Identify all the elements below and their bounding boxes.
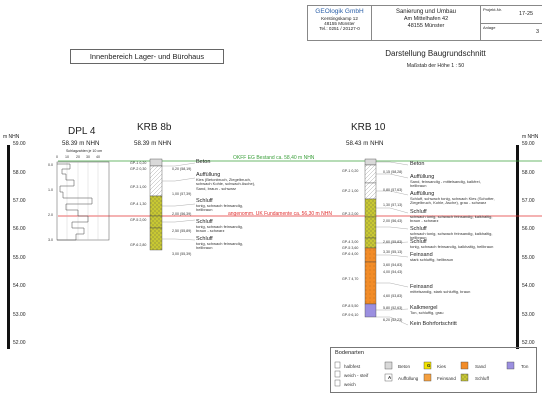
krb10-layer-desc: Sand, feinsandig - mittelsandig, kalkfrei, xyxy=(410,179,481,184)
krb10-layer-desc: hellbraun xyxy=(410,235,427,241)
krb10-layer-desc: braun - schwarz xyxy=(410,218,439,224)
section-title: Darstellung Baugrundschnitt xyxy=(385,49,486,58)
left-axis-tick: 58.00 xyxy=(13,170,26,176)
dpl4-axis-tick: 0 xyxy=(56,155,58,159)
krb10-sample: GP-9 6,10 xyxy=(342,313,359,317)
krb10-layer xyxy=(410,305,444,315)
krb10-name: KRB 10 xyxy=(351,122,386,133)
anlage-label: Anlage xyxy=(483,25,496,30)
krb10-depth: 3,60 (54,83) xyxy=(383,263,403,267)
krb10-depth: 2,00 (56,43) xyxy=(383,219,403,223)
okff-label: OKFF EG Bestand ca. 58,40 m NHN xyxy=(233,155,315,161)
right-scale-bar xyxy=(516,145,519,349)
right-axis-unit: m NHN xyxy=(522,134,539,140)
krb8b-column xyxy=(150,159,162,250)
projekt-nr-label: Projekt-Nr. xyxy=(483,7,502,12)
right-axis-tick: 54.00 xyxy=(522,283,535,289)
right-axis-tick: 52.00 xyxy=(522,340,535,346)
dpl4-elevation: 58.39 m NHN xyxy=(62,140,100,147)
krb8b-sample: GP-6 2,80 xyxy=(130,243,147,247)
dpl4-axis-tick: 10 xyxy=(65,155,69,159)
krb10-sample: GP-6 4,00 xyxy=(342,252,359,256)
krb8b-layer-desc: tonig, schwach feinsandig, xyxy=(196,224,243,229)
left-axis-tick: 56.00 xyxy=(13,226,26,232)
krb8b-sample: GP-3 1,00 xyxy=(130,185,147,189)
dpl4-axis-tick: 40 xyxy=(96,155,100,159)
krb8b-layer-title: Beton xyxy=(196,159,211,165)
right-axis-tick: 57.00 xyxy=(522,198,535,204)
dpl4-depth-tick: 2.0 xyxy=(48,213,53,217)
krb8b-depth: 3,00 (55,39) xyxy=(172,252,192,256)
krb10-layer-desc: schwach tonig, schwach feinsandig, kalkhaltig, xyxy=(410,214,493,219)
krb10-column xyxy=(365,159,376,317)
left-axis-tick: 59.00 xyxy=(13,141,26,147)
krb10-layer xyxy=(410,209,493,224)
dpl4-axis-tick: 20 xyxy=(76,155,80,159)
left-axis-tick: 54.00 xyxy=(13,283,26,289)
dpl4-depth-tick: 1.0 xyxy=(48,188,53,192)
krb10-layer-desc: schwach tonig, schwach feinsandig, kalkhaltig, xyxy=(410,231,493,236)
legend-item: Schluff xyxy=(475,376,489,381)
legend-item: Sand xyxy=(475,364,486,369)
project-line: Am Mittelhafen 42 xyxy=(403,16,449,22)
krb10-sample: GP-8 5,50 xyxy=(342,304,359,308)
krb10-layer xyxy=(410,191,495,206)
krb8b-layer-desc: tonig, schwach feinsandig, xyxy=(196,241,243,246)
krb10-depth: 1,30 (57,13) xyxy=(383,203,403,207)
krb8b-layer xyxy=(196,236,243,251)
uk-label: angenomm. UK Fundamente ca. 56,30 m NHN xyxy=(228,211,332,217)
right-axis-tick: 58.00 xyxy=(522,170,535,176)
krb10-layer-desc: tonig, schwach feinsandig, kalkhaltig, hellbraun xyxy=(410,244,494,249)
krb10-sample: GP-3 2,00 xyxy=(342,212,359,216)
krb8b-depth: 1,00 (57,39) xyxy=(172,192,192,196)
projekt-nr-value: 17-25 xyxy=(519,11,534,17)
left-axis-tick: 55.00 xyxy=(13,255,26,261)
krb8b-layer xyxy=(196,159,210,165)
krb10-layer xyxy=(410,174,481,189)
krb8b-sample: GP-1 0,20 xyxy=(130,161,147,165)
krb8b-sample: GP-5 2,00 xyxy=(130,218,147,222)
krb8b-layer-desc: Kies (Betonbruch, Ziegelbruch, xyxy=(196,177,251,182)
anlage-value: 3 xyxy=(536,29,540,35)
krb10-layer-desc: stark schluffig, hellbraun xyxy=(410,257,454,262)
dpl4-chart xyxy=(57,162,109,240)
legend-item: Feinsand xyxy=(437,376,456,381)
krb8b-layer xyxy=(196,219,243,234)
krb8b-layer-title: Schluff xyxy=(196,198,213,204)
krb10-layer-desc: Ton, schluffig, grau xyxy=(410,310,444,315)
krb10-layer-desc: Ziegelbruch, Kohle, Asche), grau - schwarz xyxy=(410,200,487,206)
project-title: Sanierung und Umbau xyxy=(395,9,457,15)
krb8b-depth: 0,20 (58,19) xyxy=(172,167,192,171)
krb10-layer-title: Auffüllung xyxy=(410,191,435,197)
dpl4-depth-tick: 3.0 xyxy=(48,238,53,242)
krb10-layer-title: Kein Bohrfortschritt xyxy=(410,321,457,327)
krb10-depth: 5,80 (52,63) xyxy=(383,306,403,310)
krb10-layer xyxy=(410,239,493,249)
dpl4-depth-tick: 0.0 xyxy=(48,163,53,167)
krb10-layer-title: Auffüllung xyxy=(410,174,435,180)
left-axis-tick: 57.00 xyxy=(13,198,26,204)
dpl4-axis-tick: 30 xyxy=(86,155,90,159)
krb10-layer-title: Feinsand xyxy=(410,284,433,290)
krb10-depth: 4,60 (53,83) xyxy=(383,294,403,298)
krb10-layer-title: Beton xyxy=(410,161,425,167)
location-title: Innenbereich Lager- und Bürohaus xyxy=(89,52,205,61)
legend-auffuellung-letter: A xyxy=(388,375,392,380)
dpl4-subtitle: Schlagzahlen je 10 cm xyxy=(66,149,103,153)
krb10-depth: 2,60 (55,83) xyxy=(383,240,403,244)
krb10-depth: 3,30 (55,13) xyxy=(383,250,403,254)
krb8b-layer-desc: braun - schwarz xyxy=(196,228,225,234)
right-axis-tick: 55.00 xyxy=(522,255,535,261)
krb10-sample: GP-1 0,20 xyxy=(342,169,359,173)
krb8b-layer xyxy=(196,172,255,191)
right-axis-tick: 56.00 xyxy=(522,226,535,232)
krb8b-layer-title: Auffüllung xyxy=(196,172,221,178)
krb8b-sample: GP-2 0,30 xyxy=(130,167,147,171)
krb10-depth: 0,80 (57,63) xyxy=(383,188,403,192)
krb8b-elevation: 58.39 m NHN xyxy=(134,140,172,147)
krb8b-layer xyxy=(196,198,243,213)
legend-consistency: weich xyxy=(344,382,356,387)
krb8b-layer-desc: schwach Kohle, schwach Asche), xyxy=(196,181,256,187)
right-axis-tick: 59.00 xyxy=(522,141,535,147)
left-axis-tick: 52.00 xyxy=(13,340,26,346)
krb8b-layer-title: Schluff xyxy=(196,219,213,225)
legend-box xyxy=(330,347,537,393)
krb8b-depth: 2,00 (56,39) xyxy=(172,212,192,216)
legend-item: Auffüllung xyxy=(398,376,419,381)
krb10-sample: GP-7 4,70 xyxy=(342,277,359,281)
legend-item: Ton xyxy=(521,364,529,369)
krb8b-layer-desc: hellbraun xyxy=(196,207,213,213)
left-scale-bar xyxy=(7,145,10,349)
krb10-layer-desc: Schluff, schwach tonig, schwach Kies (Schotter, xyxy=(410,196,495,201)
krb8b-layer-desc: hellbraun xyxy=(196,245,213,251)
krb10-depth: 6,20 (52,23) xyxy=(383,318,403,322)
left-axis-tick: 53.00 xyxy=(13,312,26,318)
dpl4-name: DPL 4 xyxy=(68,126,96,137)
legend-kies-letter: G xyxy=(427,363,431,368)
krb8b-layer-desc: tonig, schwach feinsandig, xyxy=(196,203,243,208)
krb10-depth: 0,15 (58,28) xyxy=(383,170,403,174)
left-axis-unit: m NHN xyxy=(3,134,20,140)
krb10-layer-desc: hellbraun xyxy=(410,183,427,189)
company-line: Tel.: 0251 / 20127-0 xyxy=(319,26,360,32)
legend-item: Kies xyxy=(437,364,446,369)
krb10-layer-title: Schluff xyxy=(410,239,427,245)
krb10-layer xyxy=(410,161,424,167)
krb8b-sample: GP-4 1,30 xyxy=(130,202,147,206)
company-line: 48155 Münster xyxy=(324,21,355,27)
legend-title: Bodenarten xyxy=(335,350,364,356)
project-line: 48155 Münster xyxy=(407,23,445,29)
legend-consistency: weich - steif xyxy=(344,373,369,378)
krb10-layer xyxy=(410,321,457,327)
scale-text: Maßstab der Höhe 1 : 50 xyxy=(406,63,465,69)
right-axis-tick: 53.00 xyxy=(522,312,535,318)
krb10-elevation: 58.43 m NHN xyxy=(346,140,384,147)
krb8b-layer-title: Schluff xyxy=(196,236,213,242)
krb10-layer xyxy=(410,252,453,262)
krb8b-layer-desc: Sand, braun - schwarz xyxy=(196,185,237,191)
krb10-layer-title: Schluff xyxy=(410,209,427,215)
company-line: Kerstingskamp 12 xyxy=(321,16,358,21)
krb10-layer xyxy=(410,284,470,294)
krb10-depth: 4,00 (54,43) xyxy=(383,270,403,274)
krb10-layer-title: Feinsand xyxy=(410,252,433,258)
krb8b-name: KRB 8b xyxy=(137,122,172,133)
krb10-layer-title: Schluff xyxy=(410,226,427,232)
legend-item: Beton xyxy=(398,364,411,369)
krb10-layer-title: Kalkmergel xyxy=(410,305,438,311)
krb8b-depth: 2,50 (55,89) xyxy=(172,229,192,233)
company-name: GEOlogik GmbH xyxy=(315,8,364,15)
krb10-sample: GP-2 1,00 xyxy=(342,189,359,193)
krb10-sample: GP-4 3,00 xyxy=(342,240,359,244)
krb10-sample: GP-5 3,60 xyxy=(342,246,359,250)
dpl4-blow-counts xyxy=(57,164,92,240)
legend-consistency: halbfest xyxy=(344,364,361,369)
krb10-layer-desc: mittelsandig, stark schluffig, braun xyxy=(410,289,471,294)
